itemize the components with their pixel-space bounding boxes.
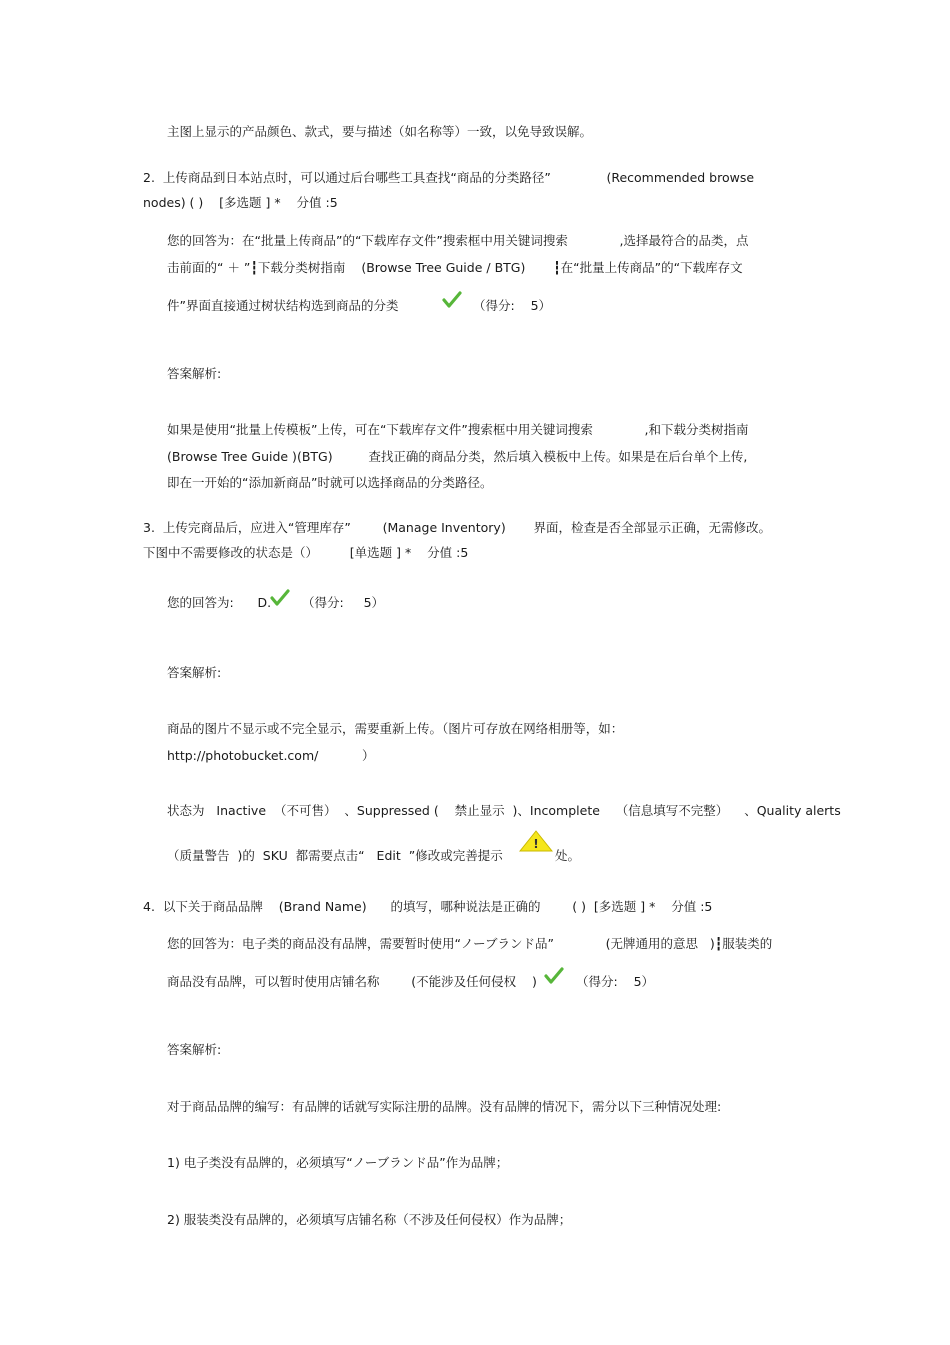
q4-analysis-line1: 对于商品品牌的编写：有品牌的话就写实际注册的品牌。没有品牌的情况下，需分以下三种情况处理: [167,1099,722,1114]
q4-analysis-line2: 1) 电子类没有品牌的，必须填写“ノーブランド品”作为品牌； [167,1155,509,1170]
q2-score: （得分: 5） [473,298,552,313]
q2-analysis-label: 答案解析: [167,366,222,381]
q3-score: （得分: 5） [302,595,385,610]
q2-analysis-line2: (Browse Tree Guide )(BTG) 查找正确的商品分类，然后填入模板中上传。如果是在后台单个上传, [167,449,748,464]
q2-analysis-line1: 如果是使用“批量上传模板”上传，可在“下载库存文件”搜索框中用关键词搜索 ,和下载分类树指南 [167,422,749,437]
intro-line: 主图上显示的产品颜色、款式，要与描述（如名称等）一致，以免导致误解。 [167,124,593,139]
q3-analysis-line4-end: 处。 [555,848,581,863]
q4-answer-line2: 商品没有品牌，可以暂时使用店铺名称 (不能涉及任何侵权 ) [167,974,537,989]
q3-question-line1: 3. 上传完商品后，应进入“管理库存” (Manage Inventory) 界面，检查是否全部显示正确，无需修改。 [143,520,772,535]
q3-analysis-line4: （质量警告 )的 SKU 都需要点击“ Edit ”修改或完善提示 [167,848,503,863]
q3-answer: 您的回答为: D. [167,595,272,610]
q3-question-line2: 下图中不需要修改的状态是（） [单选题 ] * 分值 :5 [143,545,469,560]
q4-question-line1: 4. 以下关于商品品牌 (Brand Name) 的填写，哪种说法是正确的 ( ) [多选题 ] * 分值 :5 [143,899,713,914]
warning-icon-glyph: ! [533,837,539,851]
q3-analysis-label: 答案解析: [167,665,222,680]
check-icon [270,589,290,607]
q3-analysis-line1: 商品的图片不显示或不完全显示，需要重新上传。（图片可存放在网络相册等，如： [167,721,624,736]
q2-answer-line2: 击前面的“ ＋ ”┇下载分类树指南 (Browse Tree Guide / BTG) ┇在“批量上传商品”的“下载库存文 [167,260,743,275]
q2-answer-line1: 您的回答为：在“批量上传商品”的“下载库存文件”搜索框中用关键词搜索 ,选择最符合的品类，点 [167,233,749,248]
q4-score: （得分: 5） [576,974,655,989]
q4-analysis-line3: 2) 服装类没有品牌的，必须填写店铺名称（不涉及任何侵权）作为品牌； [167,1212,572,1227]
check-icon [442,291,462,309]
check-icon [544,967,564,985]
q4-analysis-label: 答案解析: [167,1042,222,1057]
q2-answer-line3: 件”界面直接通过树状结构选到商品的分类 [167,298,399,313]
warning-icon [519,830,553,852]
q4-answer-line1: 您的回答为：电子类的商品没有品牌，需要暂时使用“ノーブランド品” (无牌通用的意思 )┇服装类的 [167,936,773,951]
q2-analysis-line3: 即在一开始的“添加新商品”时就可以选择商品的分类路径。 [167,475,493,490]
q3-analysis-line3: 状态为 Inactive （不可售） 、Suppressed ( 禁止显示 )、Incomplete （信息填写不完整） 、Quality alerts [167,803,841,818]
q2-question-line1: 2. 上传商品到日本站点时，可以通过后台哪些工具查找“商品的分类路径” (Recommended browse [143,170,755,185]
q3-analysis-line2: http://photobucket.com/ ） [167,748,375,763]
q2-question-line2: nodes) ( ) [多选题 ] * 分值 :5 [143,195,338,210]
